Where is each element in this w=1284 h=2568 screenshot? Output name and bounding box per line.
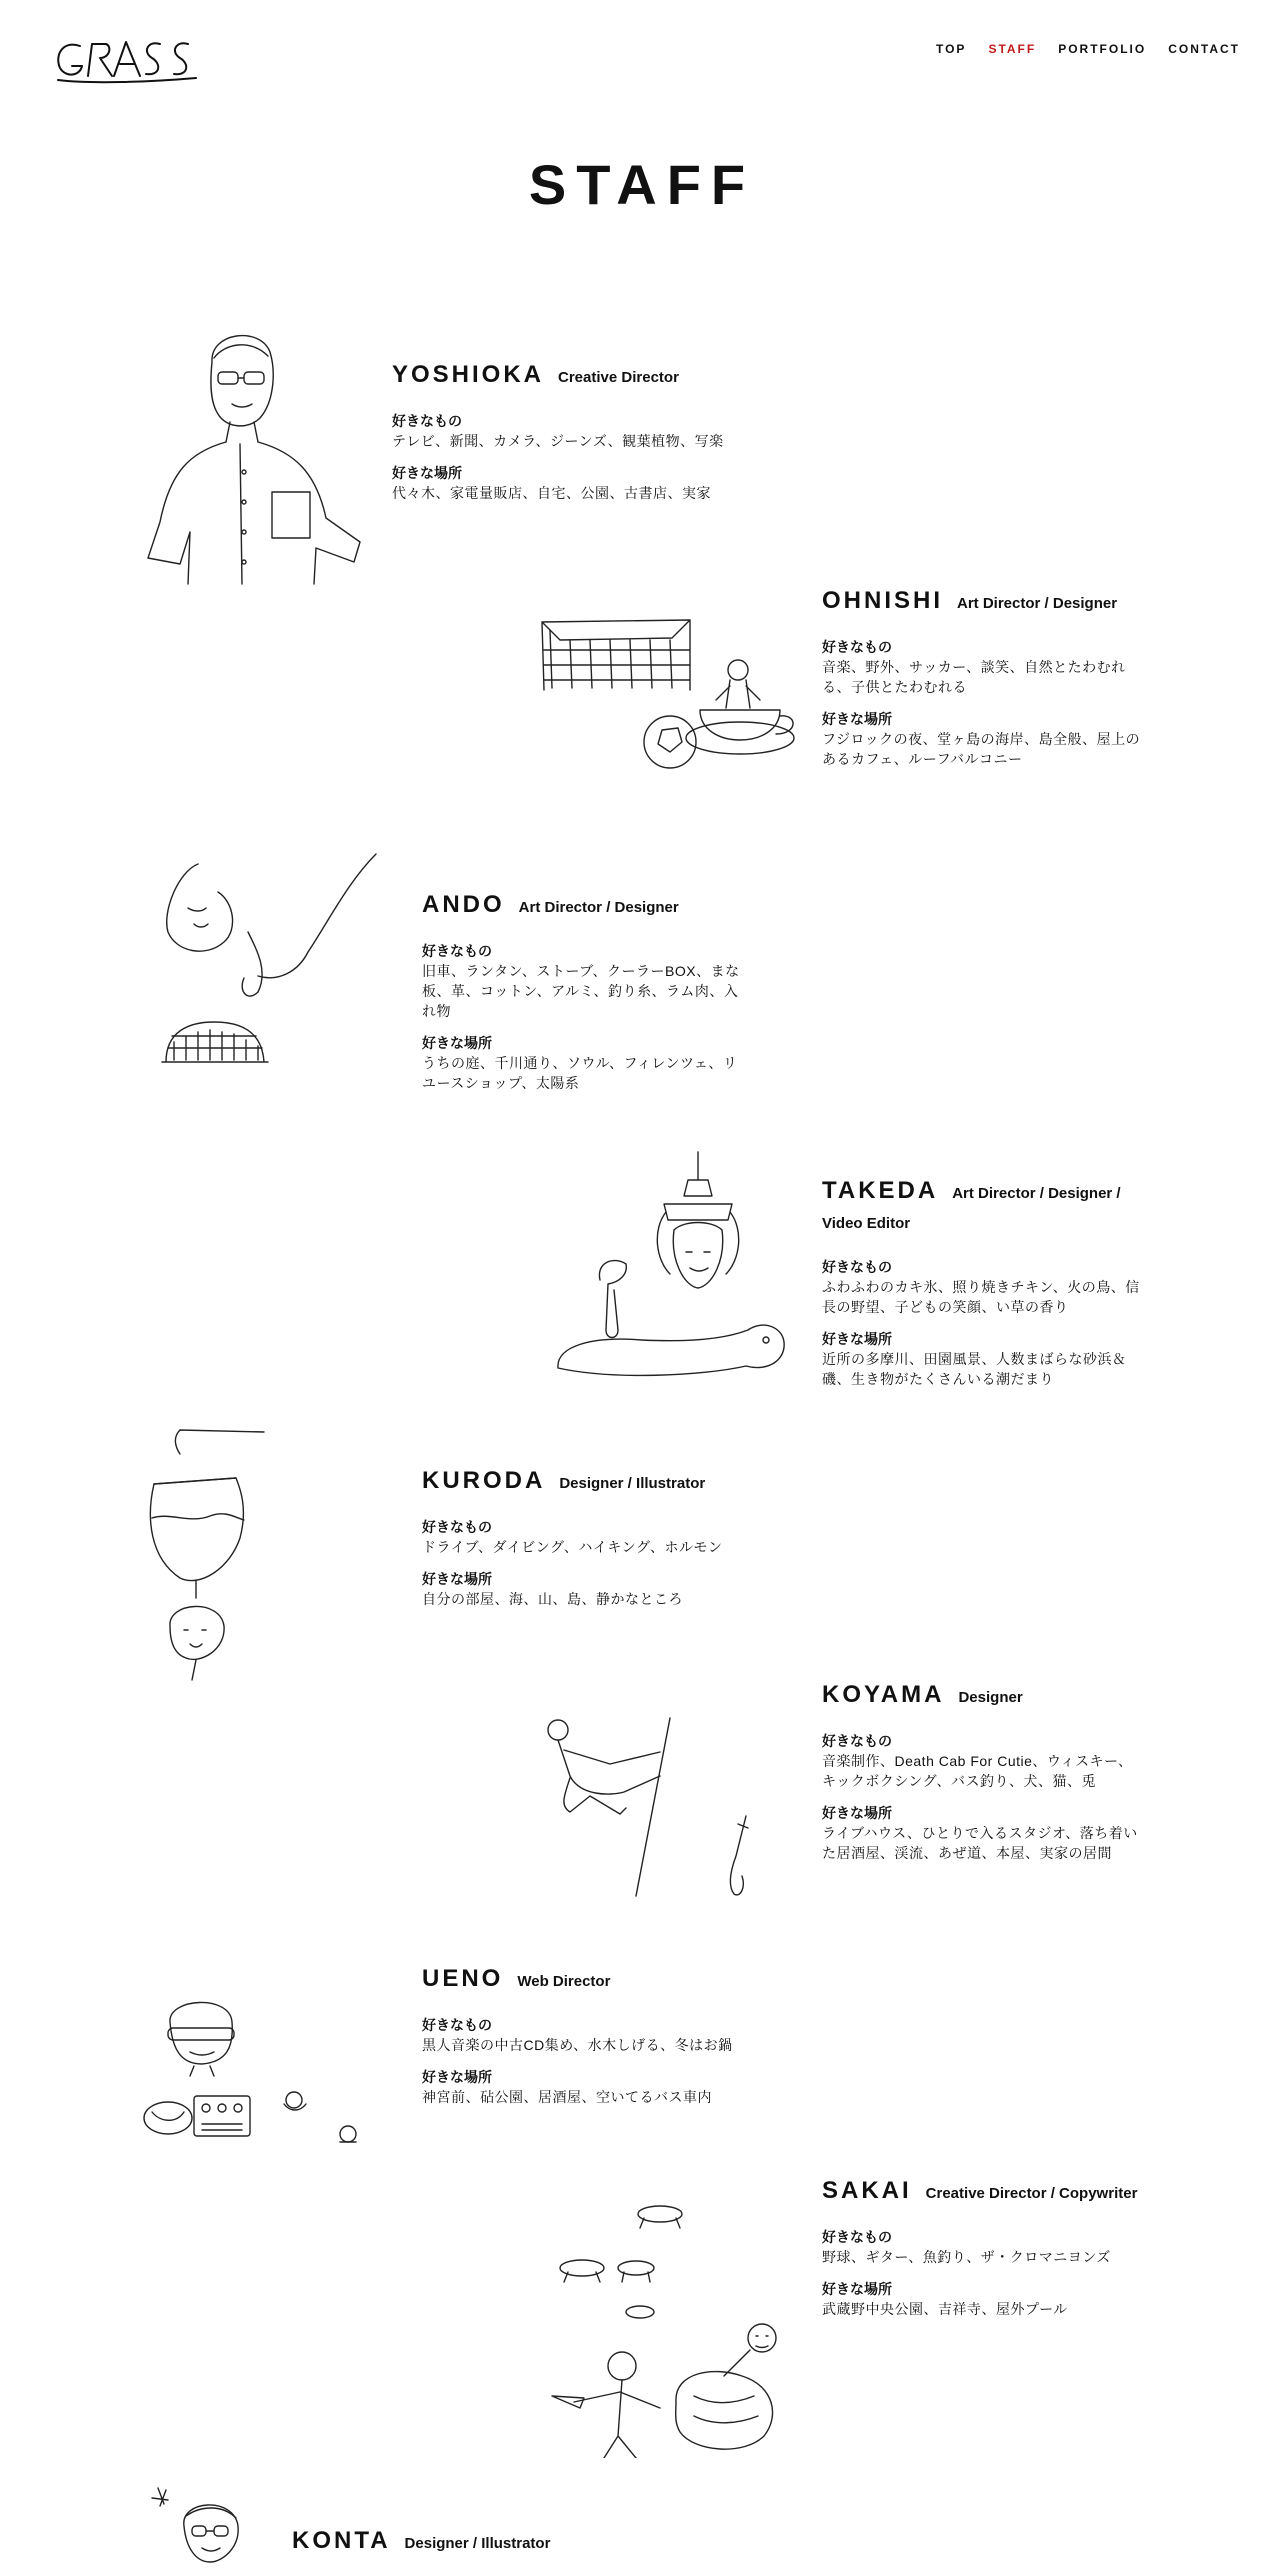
staff-role: Designer [958, 1689, 1023, 1706]
staff-name: YOSHIOKA [392, 361, 545, 388]
likes-value: 音楽制作、Death Cab For Cutie、ウィスキー、キックボクシング、バス釣り、犬、猫、兎 [822, 1753, 1133, 1789]
places-value: 近所の多摩川、田園風景、人数まばらな砂浜＆磯、生き物がたくさんいる潮だまり [822, 1351, 1127, 1387]
places-value: 神宮前、砧公園、居酒屋、空いてるバス車内 [422, 2089, 712, 2105]
places-label: 好きな場所 [422, 1035, 492, 1051]
staff-role: Designer / Illustrator [559, 1475, 706, 1492]
yoshioka-illustration [140, 322, 368, 588]
staff-role: Art Director / Designer [957, 595, 1118, 612]
staff-role: Art Director / Designer / Video Editor [822, 1185, 1121, 1232]
places-label: 好きな場所 [392, 465, 462, 481]
main-nav [936, 42, 1240, 56]
staff-role: Creative Director [558, 369, 679, 386]
places-label: 好きな場所 [822, 711, 892, 727]
koyama-illustration [540, 1716, 752, 1898]
staff-role: Art Director / Designer [518, 899, 679, 916]
likes-value: 野球、ギター、魚釣り、ザ・クロマニヨンズ [822, 2249, 1111, 2265]
places-value: 自分の部屋、海、山、島、静かなところ [422, 1591, 683, 1607]
places-value: フジロックの夜、堂ヶ島の海岸、島全般、屋上のあるカフェ、ルーフバルコニー [822, 731, 1141, 767]
staff-role: Creative Director / Copywriter [925, 2185, 1138, 2202]
nav-portfolio[interactable]: PORTFOLIO [1058, 42, 1147, 56]
staff-name: KOYAMA [822, 1681, 945, 1708]
kuroda-illustration [140, 1428, 266, 1682]
ohnishi-illustration [540, 610, 800, 770]
staff-card-yoshioka [392, 360, 772, 503]
places-value: 武蔵野中央公園、吉祥寺、屋外プール [822, 2301, 1068, 2317]
staff-card-konta [292, 2526, 792, 2567]
likes-label: 好きなもの [822, 1259, 892, 1275]
logo-mark [50, 32, 202, 88]
staff-name: SAKAI [822, 2177, 912, 2204]
nav-top[interactable]: TOP [935, 42, 967, 56]
likes-value: テレビ、新聞、カメラ、ジーンズ、観葉植物、写楽 [392, 433, 724, 449]
likes-value: ドライブ、ダイビング、ハイキング、ホルモン [422, 1539, 723, 1555]
likes-label: 好きなもの [422, 943, 492, 959]
likes-value: 音楽、野外、サッカー、談笑、自然とたわむれる、子供とたわむれる [822, 659, 1126, 695]
staff-card-ohnishi [822, 586, 1142, 769]
staff-name: KONTA [292, 2527, 391, 2554]
staff-name: TAKEDA [822, 1177, 939, 1204]
ueno-illustration [140, 1992, 366, 2150]
sakai-illustration [544, 2196, 808, 2458]
likes-label: 好きなもの [822, 1733, 892, 1749]
places-label: 好きな場所 [422, 1571, 492, 1587]
likes-value: 旧車、ランタン、ストーブ、クーラーBOX、まな板、革、コットン、アルミ、釣り糸、ラム肉、入れ物 [422, 963, 740, 1019]
konta-illustration [150, 2486, 250, 2568]
places-label: 好きな場所 [822, 2281, 892, 2297]
staff-role: Designer / Illustrator [404, 2535, 551, 2552]
likes-label: 好きなもの [822, 2229, 892, 2245]
likes-label: 好きなもの [392, 413, 462, 429]
likes-value: ふわふわのカキ氷、照り焼きチキン、火の鳥、信長の野望、子どもの笑顔、い草の香り [822, 1279, 1140, 1315]
staff-role: Web Director [517, 1973, 611, 1990]
staff-card-koyama [822, 1680, 1142, 1863]
nav-staff[interactable]: STAFF [988, 42, 1037, 56]
staff-card-ueno [422, 1964, 802, 2107]
places-label: 好きな場所 [822, 1805, 892, 1821]
likes-value: 黒人音楽の中古CD集め、水木しげる、冬はお鍋 [422, 2037, 733, 2053]
likes-label: 好きなもの [422, 2017, 492, 2033]
likes-label: 好きなもの [422, 1519, 492, 1535]
staff-name: KURODA [422, 1467, 546, 1494]
staff-name: OHNISHI [822, 587, 944, 614]
places-label: 好きな場所 [822, 1331, 892, 1347]
places-value: ライブハウス、ひとりで入るスタジオ、落ち着いた居酒屋、渓流、あぜ道、本屋、実家の居間 [822, 1825, 1138, 1861]
staff-card-ando [422, 890, 742, 1093]
nav-contact[interactable]: CONTACT [1168, 42, 1240, 56]
staff-name: UENO [422, 1965, 504, 1992]
places-value: 代々木、家電量販店、自宅、公園、古書店、実家 [392, 485, 711, 501]
takeda-illustration [552, 1150, 790, 1382]
staff-name: ANDO [422, 891, 505, 918]
staff-card-kuroda [422, 1466, 802, 1609]
ando-illustration [158, 852, 378, 1068]
staff-card-takeda [822, 1176, 1142, 1389]
likes-label: 好きなもの [822, 639, 892, 655]
staff-card-sakai [822, 2176, 1142, 2319]
logo[interactable] [50, 32, 202, 88]
places-label: 好きな場所 [422, 2069, 492, 2085]
places-value: うちの庭、千川通り、ソウル、フィレンツェ、リユースショップ、太陽系 [422, 1055, 738, 1091]
page-title: STAFF [528, 153, 756, 216]
